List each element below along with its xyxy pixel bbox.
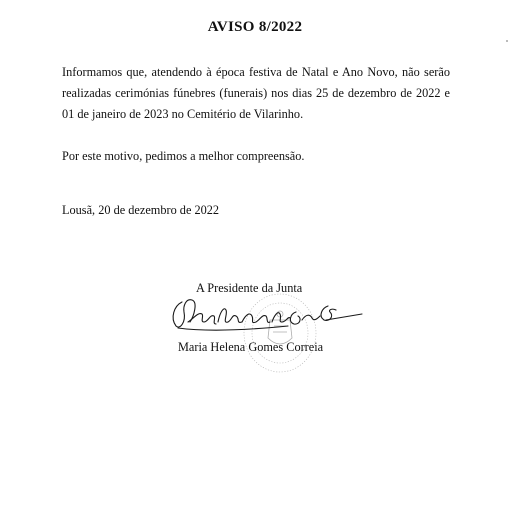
scan-speck xyxy=(506,40,508,42)
place-and-date: Lousã, 20 de dezembro de 2022 xyxy=(62,203,220,217)
handwritten-signature xyxy=(168,292,368,342)
notice-body-paragraph xyxy=(62,62,450,125)
signatory-role: A Presidente da Junta xyxy=(196,281,303,295)
notice-body-line-2: realizadas cerimónias fúnebres (funerais) nos dias 25 de dezembro de 2022 e xyxy=(62,86,450,100)
notice-title: AVISO 8/2022 xyxy=(207,19,303,35)
closing-paragraph: Por este motivo, pedimos a melhor compreensão. xyxy=(62,149,305,163)
notice-body-line-3: 01 de janeiro de 2023 no Cemitério de Vilarinho. xyxy=(62,107,304,121)
signatory-name: Maria Helena Gomes Correia xyxy=(178,340,324,354)
notice-body-line-1: Informamos que, atendendo à época festiva de Natal e Ano Novo, não serão xyxy=(62,65,450,79)
